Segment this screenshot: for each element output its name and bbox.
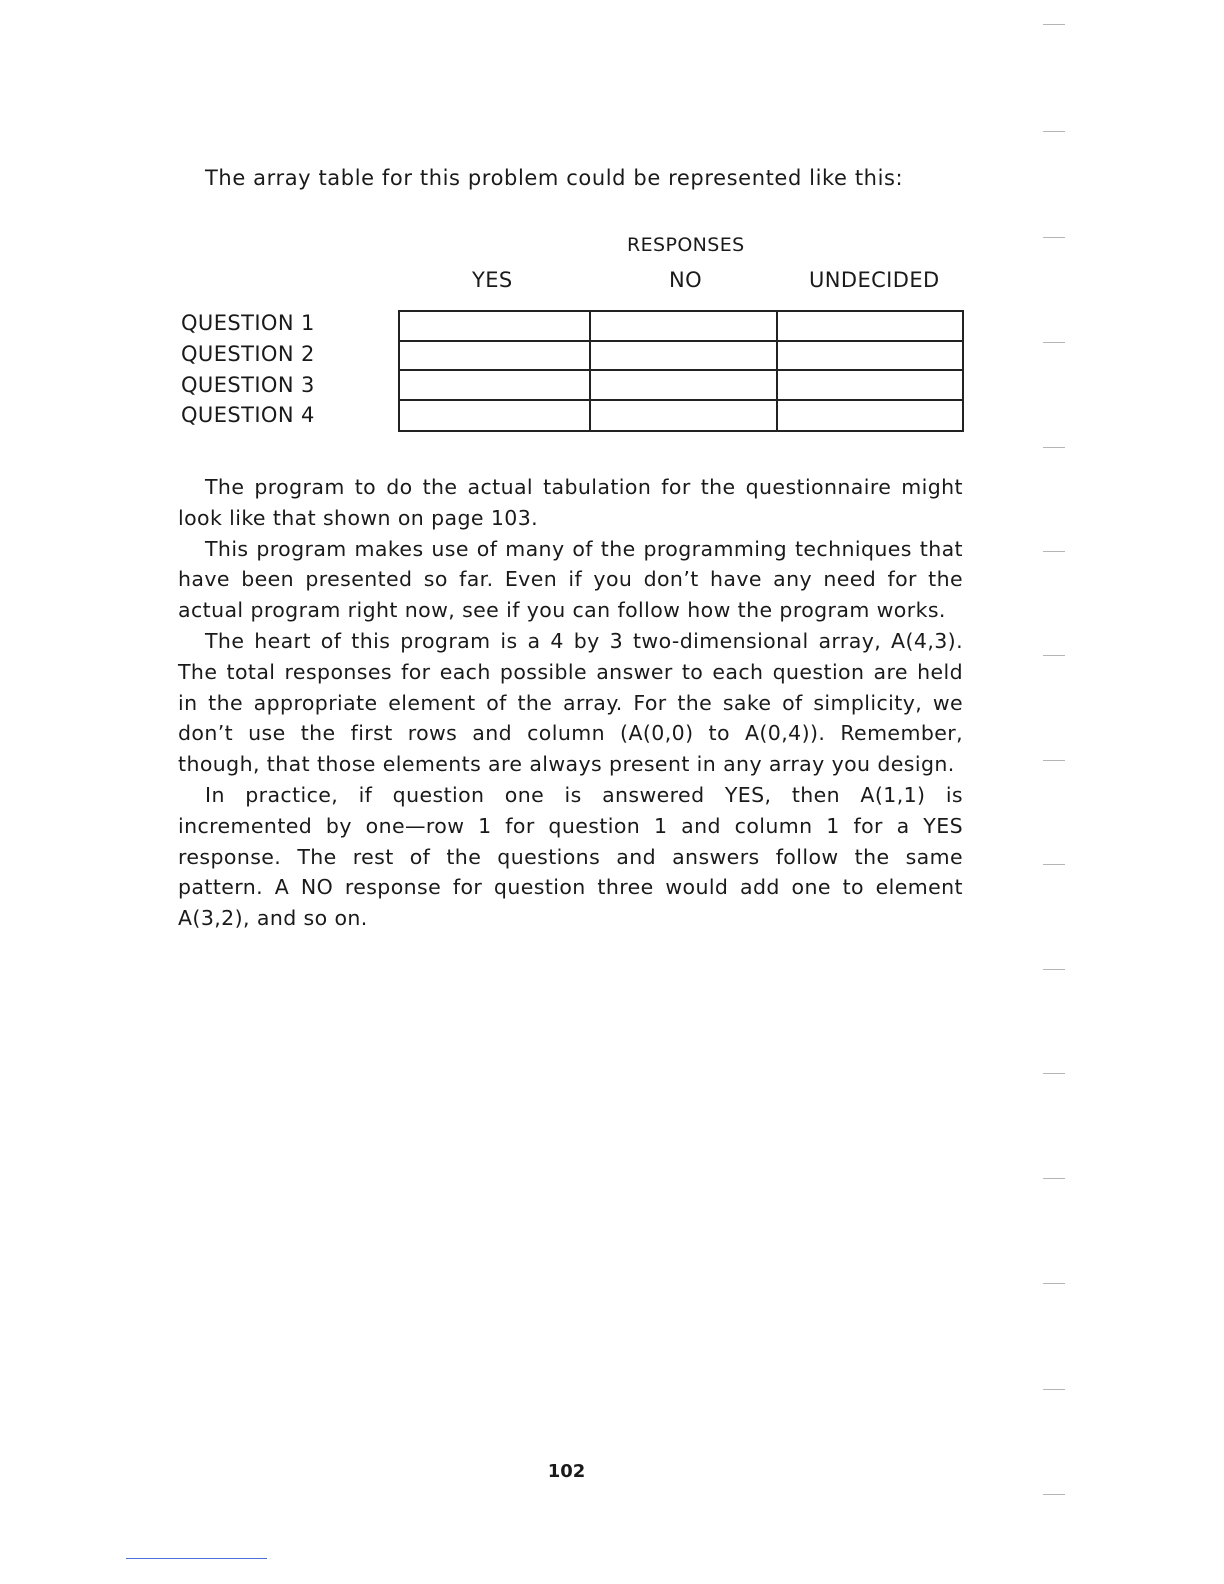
column-header-no: NO bbox=[669, 268, 703, 292]
margin-tick bbox=[1043, 1178, 1065, 1179]
table-cell bbox=[400, 342, 591, 372]
margin-tick bbox=[1043, 1283, 1065, 1284]
margin-tick bbox=[1043, 551, 1065, 552]
margin-tick bbox=[1043, 447, 1065, 448]
margin-tick bbox=[1043, 237, 1065, 238]
margin-tick bbox=[1043, 655, 1065, 656]
page-number: 102 bbox=[547, 1461, 586, 1482]
table-cell bbox=[778, 342, 962, 372]
margin-tick bbox=[1043, 342, 1065, 343]
row-label-question-2: QUESTION 2 bbox=[181, 342, 315, 366]
intro-sentence: The array table for this problem could be represented like this: bbox=[205, 166, 904, 190]
row-label-question-3: QUESTION 3 bbox=[181, 373, 315, 397]
table-cell bbox=[591, 312, 778, 342]
array-table-grid bbox=[398, 310, 964, 432]
table-cell bbox=[778, 312, 962, 342]
table-cell bbox=[778, 371, 962, 401]
margin-tick bbox=[1043, 864, 1065, 865]
table-cell bbox=[400, 401, 591, 431]
table-cell bbox=[591, 401, 778, 431]
row-label-question-1: QUESTION 1 bbox=[181, 311, 315, 335]
footer-rule bbox=[126, 1558, 267, 1559]
margin-tick bbox=[1043, 131, 1065, 132]
paragraph-practice: In practice, if question one is answered YES, then A(1,1) is incremented by one—row 1 for question 1 and column 1 for a YES response. The rest of the questions and answers follow the same pattern. A NO response for question three would add one to element A(3,2), and so on. bbox=[178, 782, 963, 931]
table-cell bbox=[778, 401, 962, 431]
margin-tick bbox=[1043, 969, 1065, 970]
body-text bbox=[178, 472, 963, 934]
column-header-yes: YES bbox=[472, 268, 513, 292]
table-cell bbox=[400, 371, 591, 401]
table-cell bbox=[400, 312, 591, 342]
paragraph-techniques: This program makes use of many of the programming techniques that have been presented so far. Even if you don’t have any need for the actual program right now, see if you can follow how the program works. bbox=[178, 536, 963, 623]
paragraph-tabulation-program: The program to do the actual tabulation for the questionnaire might look like that shown on page 103. bbox=[178, 475, 963, 530]
table-cell bbox=[591, 342, 778, 372]
margin-tick bbox=[1043, 1389, 1065, 1390]
margin-tick bbox=[1043, 1494, 1065, 1495]
margin-tick bbox=[1043, 760, 1065, 761]
margin-tick bbox=[1043, 1073, 1065, 1074]
paragraph-array-heart: The heart of this program is a 4 by 3 two-dimensional array, A(4,3). The total responses for each possible answer to each question are held in the appropriate element of the array. For the sake of simplicity, we don’t use the first rows and column (A(0,0) to A(0,4)). Remember, though, that those elements are always present in any array you design. bbox=[178, 628, 963, 777]
margin-tick bbox=[1043, 24, 1065, 25]
row-label-question-4: QUESTION 4 bbox=[181, 403, 315, 427]
table-cell bbox=[591, 371, 778, 401]
column-header-undecided: UNDECIDED bbox=[809, 268, 940, 292]
responses-heading: RESPONSES bbox=[627, 234, 745, 256]
